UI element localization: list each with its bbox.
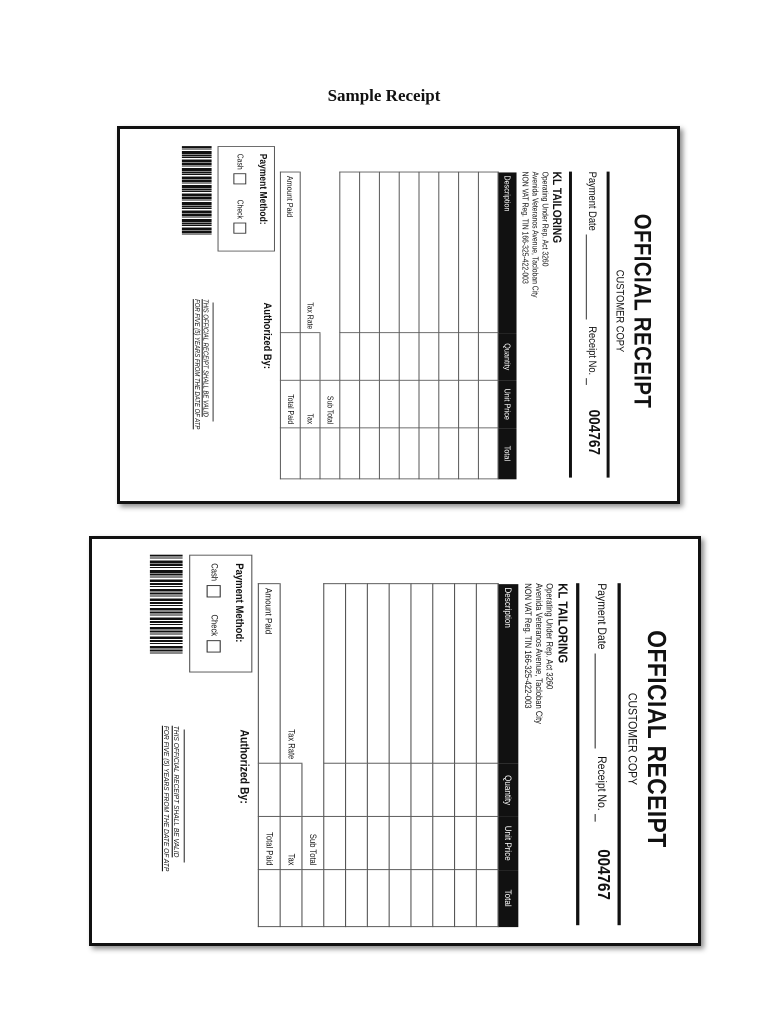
- table-row: [419, 172, 439, 479]
- table-row: [389, 584, 411, 927]
- total-paid-label: Total Paid: [258, 817, 280, 870]
- amount-paid-label: Amount Paid: [280, 172, 300, 333]
- signature-line: [213, 303, 214, 422]
- validity-line: THIS OFFICIAL RECEIPT SHALL BE VALID: [171, 725, 180, 858]
- check-checkbox: [207, 640, 221, 652]
- col-header-quantity: Quantity: [498, 333, 516, 381]
- barcode-icon: [150, 555, 183, 654]
- receipt-number: 004767: [593, 849, 613, 900]
- col-header-description: Description: [498, 172, 516, 333]
- tax-label: Tax: [280, 817, 302, 870]
- cash-checkbox: [207, 585, 221, 597]
- receipt-image-2: [89, 536, 701, 946]
- barcode-icon: [182, 146, 212, 234]
- validity-note: [161, 726, 181, 872]
- header-rule: [607, 172, 610, 478]
- company-line: Operating Under Rep. Act 3260: [544, 583, 555, 690]
- sub-total-label: Sub Total: [302, 817, 324, 870]
- payment-method-box: [218, 146, 275, 251]
- tax-label: Tax: [300, 381, 320, 428]
- receipt-subtitle: CUSTOMER COPY: [613, 269, 626, 353]
- tax-rate-label: Tax Rate: [300, 172, 320, 333]
- tax-row: [300, 172, 320, 479]
- header-rule-bottom: [569, 172, 572, 478]
- header-rule-bottom: [576, 583, 579, 925]
- cash-option: [207, 563, 221, 597]
- table-row: [379, 172, 399, 479]
- receipt-no-field: [595, 756, 608, 822]
- table-row: [340, 172, 360, 479]
- total-paid-label: Total Paid: [280, 381, 300, 428]
- receipt: [152, 141, 667, 481]
- check-label: Check: [209, 614, 219, 637]
- payment-date-label: Payment Date: [585, 171, 598, 231]
- payment-method-label: Payment Method:: [257, 153, 269, 225]
- payment-method-label: Payment Method:: [232, 563, 245, 643]
- table-row: [455, 584, 477, 927]
- col-header-description: Description: [498, 584, 518, 764]
- receipt-no-label: Receipt No.: [585, 326, 598, 376]
- company-line: NON VAT Reg. TIN 166-325-422-003: [520, 171, 530, 284]
- company-block: [522, 583, 571, 906]
- receipt: [117, 549, 684, 929]
- items-table: [258, 583, 519, 927]
- table-row: [346, 584, 368, 927]
- receipt-subtitle: CUSTOMER COPY: [625, 692, 639, 786]
- subtotal-row: [302, 584, 324, 927]
- check-label: Check: [235, 199, 245, 219]
- tax-row: [280, 584, 302, 927]
- payment-date-line: [586, 234, 587, 319]
- receipt-title: OFFICIAL RECEIPT: [628, 213, 656, 409]
- company-line: Avenida Veteranos Avenue, Tacloban City: [533, 583, 544, 724]
- col-header-total: Total: [498, 428, 516, 479]
- signature-line: [184, 730, 185, 863]
- table-row: [399, 172, 419, 479]
- col-header-unit-price: Unit Price: [498, 817, 518, 870]
- validity-line: THIS OFFICIAL RECEIPT SHALL BE VALID: [201, 299, 209, 417]
- company-block: [519, 172, 564, 461]
- table-row: [367, 584, 389, 927]
- table-row: [433, 584, 455, 927]
- payment-date-line: [595, 653, 596, 748]
- header-rule: [618, 583, 621, 925]
- validity-note: [192, 299, 210, 429]
- table-row: [476, 584, 498, 927]
- payment-date-field: [595, 583, 608, 748]
- receipt-number: 004767: [584, 409, 602, 455]
- company-line: Avenida Veteranos Avenue, Tacloban City: [530, 171, 540, 298]
- receipt-title: OFFICIAL RECEIPT: [641, 630, 671, 848]
- table-row: [360, 172, 380, 479]
- subtotal-row: [320, 172, 340, 479]
- cash-option: [233, 154, 246, 184]
- receipt-no-line: [595, 815, 596, 823]
- col-header-quantity: Quantity: [498, 764, 518, 817]
- table-row: [439, 172, 459, 479]
- payment-date-field: [586, 172, 598, 320]
- cash-checkbox: [233, 173, 246, 184]
- company-name: KL TAILORING: [550, 171, 565, 244]
- check-option: [207, 615, 221, 653]
- total-row: [280, 172, 300, 479]
- col-header-total: Total: [498, 870, 518, 927]
- tax-rate-label: Tax Rate: [280, 584, 302, 764]
- validity-line: FOR FIVE (5) YEARS FROM THE DATE OF ATP: [192, 299, 200, 430]
- company-line: NON VAT Reg. TIN 166-325-422-003: [522, 583, 533, 709]
- col-header-unit-price: Unit Price: [498, 381, 516, 428]
- validity-line: FOR FIVE (5) YEARS FROM THE DATE OF ATP: [161, 725, 170, 872]
- authorized-by-label: Authorized By:: [237, 729, 251, 804]
- table-row: [411, 584, 433, 927]
- receipt-image-1: [117, 126, 680, 504]
- check-option: [233, 200, 246, 234]
- payment-date-label: Payment Date: [594, 583, 608, 650]
- table-row: [478, 172, 498, 479]
- payment-method-box: [189, 555, 252, 673]
- amount-paid-label: Amount Paid: [258, 584, 280, 764]
- company-line: Operating Under Rep. Act 3260: [540, 171, 550, 267]
- sub-total-label: Sub Total: [320, 381, 340, 428]
- company-name: KL TAILORING: [555, 583, 571, 664]
- cash-label: Cash: [235, 153, 245, 170]
- table-row: [459, 172, 479, 479]
- authorized-by-label: Authorized By:: [261, 302, 273, 369]
- page-title: Sample Receipt: [327, 86, 441, 105]
- receipt-no-label: Receipt No.: [594, 756, 608, 811]
- cash-label: Cash: [209, 563, 219, 582]
- table-row: [324, 584, 346, 927]
- items-table: [280, 172, 517, 480]
- receipt-no-line: [586, 379, 587, 386]
- check-checkbox: [233, 222, 246, 233]
- total-row: [258, 584, 280, 927]
- receipt-no-field: [586, 326, 598, 385]
